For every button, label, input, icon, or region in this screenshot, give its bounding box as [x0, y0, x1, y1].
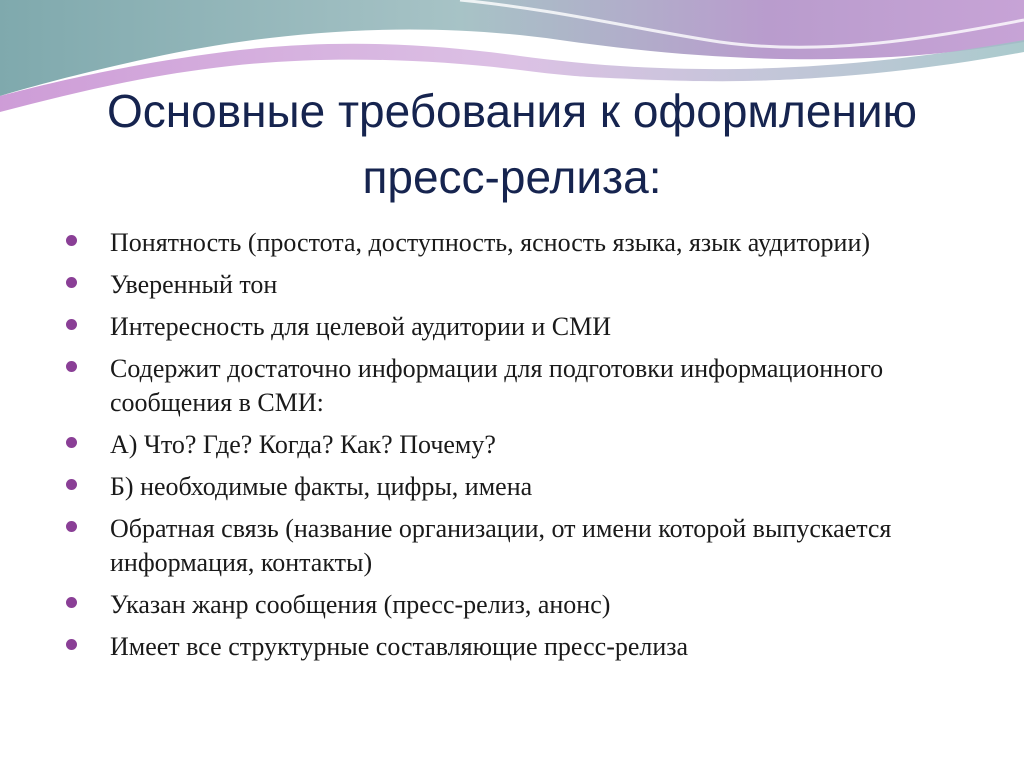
- list-item: [66, 226, 946, 260]
- list-item: [66, 352, 946, 420]
- list-item-text: Содержит достаточно информации для подготовки информационного сообщения в СМИ:: [110, 354, 884, 417]
- list-item-text: Уверенный тон: [110, 270, 278, 299]
- list-item: [66, 268, 946, 302]
- bullet-dot-icon: [66, 521, 77, 532]
- list-item: [66, 428, 946, 462]
- bullet-dot-icon: [66, 597, 77, 608]
- list-item-text: Обратная связь (название организации, от имени которой выпускается информация, контакты): [110, 514, 892, 577]
- slide-title-line-1: Основные требования к оформлению: [106, 85, 918, 137]
- bullet-dot-icon: [66, 319, 77, 330]
- list-item: [66, 630, 946, 664]
- list-item-text: Указан жанр сообщения (пресс-релиз, анонс): [110, 590, 611, 619]
- list-item-text: Понятность (простота, доступность, ясность языка, язык аудитории): [110, 228, 871, 257]
- bullet-dot-icon: [66, 479, 77, 490]
- list-item: [66, 588, 946, 622]
- bullet-dot-icon: [66, 277, 77, 288]
- bullet-dot-icon: [66, 639, 77, 650]
- bullet-list: [66, 226, 946, 672]
- bullet-dot-icon: [66, 437, 77, 448]
- list-item: [66, 310, 946, 344]
- list-item-text: Б) необходимые факты, цифры, имена: [110, 472, 533, 501]
- list-item: [66, 470, 946, 504]
- bullet-dot-icon: [66, 235, 77, 246]
- list-item: [66, 512, 946, 580]
- list-item-text: Имеет все структурные составляющие пресс-релиза: [110, 632, 689, 661]
- slide-title-line-2: пресс-релиза:: [362, 151, 662, 203]
- slide-title: [40, 78, 984, 210]
- list-item-text: Интересность для целевой аудитории и СМИ: [110, 312, 612, 341]
- list-item-text: А) Что? Где? Когда? Как? Почему?: [110, 430, 496, 459]
- bullet-dot-icon: [66, 361, 77, 372]
